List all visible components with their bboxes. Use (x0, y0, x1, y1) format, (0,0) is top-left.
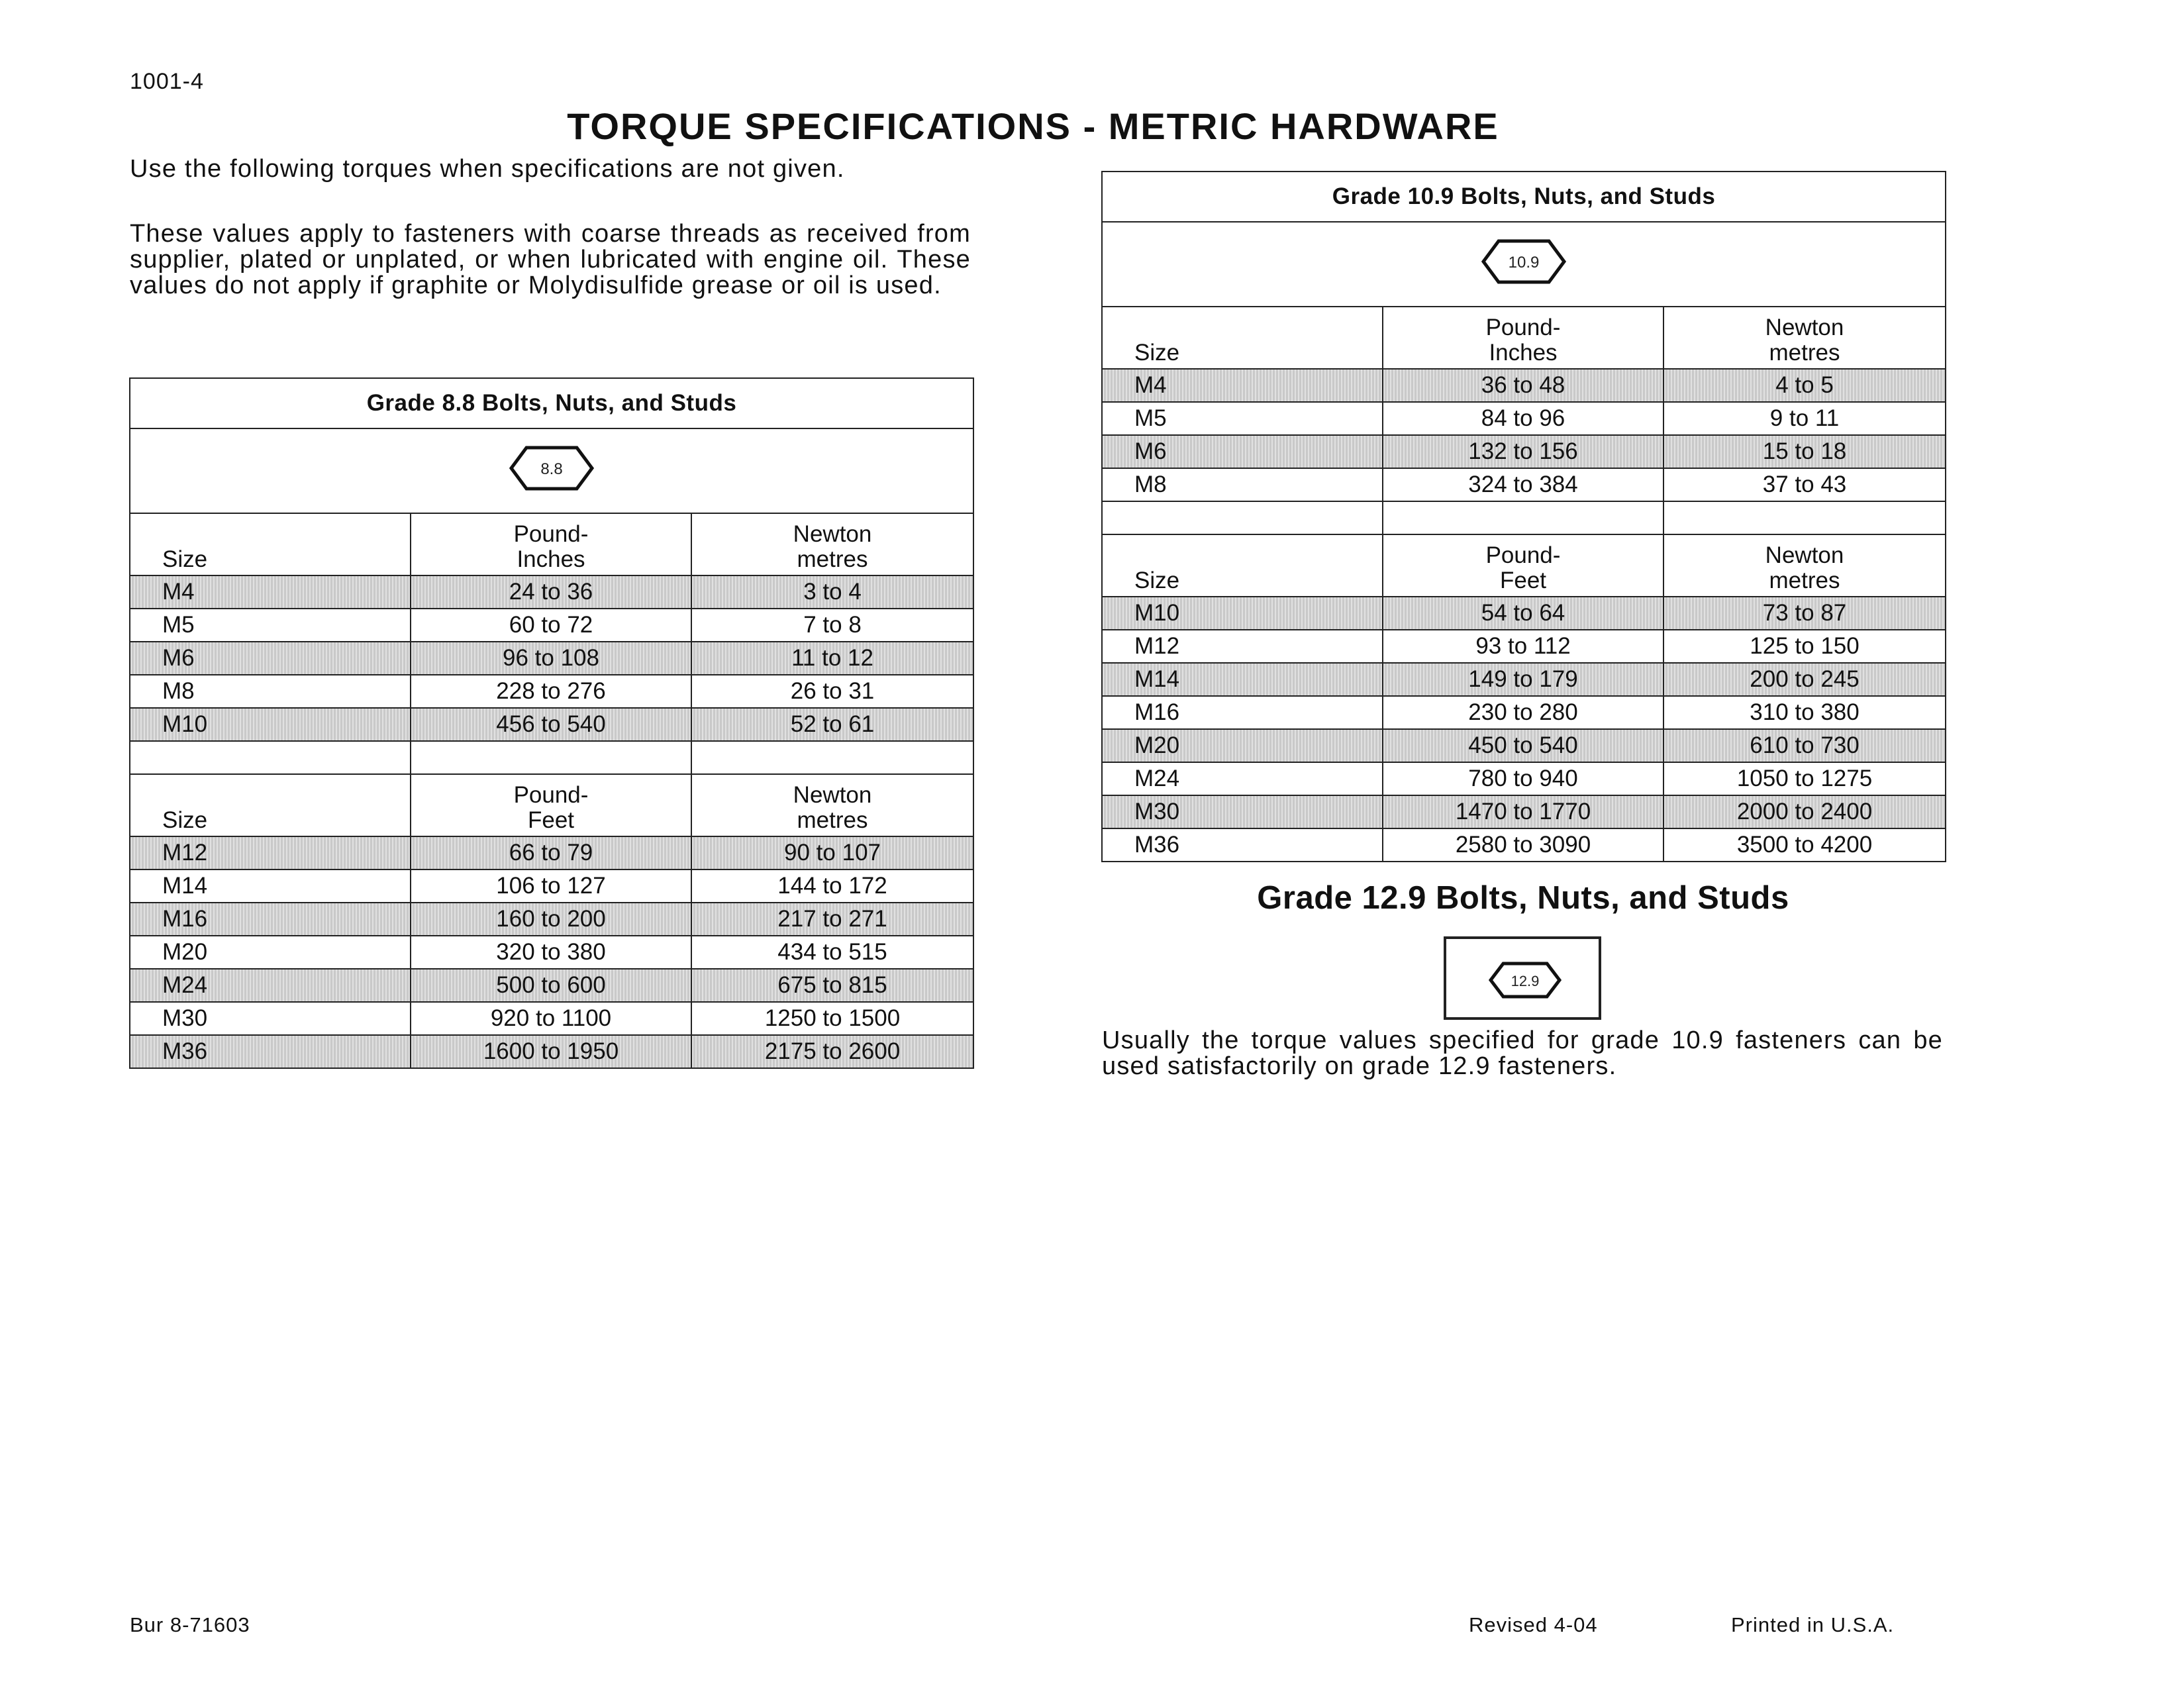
hex-label: 12.9 (1511, 973, 1540, 989)
torque-cell: 2580 to 3090 (1383, 828, 1663, 862)
newton-metres-cell: 4 to 5 (1663, 369, 1946, 402)
table-row (1102, 795, 1946, 828)
torque-cell: 1600 to 1950 (411, 1035, 691, 1068)
header-size: Size (130, 513, 411, 575)
grade-12-9-marking (1444, 936, 1601, 1020)
grade-10-9-title: Grade 10.9 Bolts, Nuts, and Studs (1102, 172, 1946, 222)
header-newton-metres: Newton metres (691, 513, 973, 575)
table-row (1102, 402, 1946, 435)
torque-cell: 149 to 179 (1383, 663, 1663, 696)
table-row (130, 870, 973, 903)
header-size: Size (130, 774, 411, 836)
table-row (1102, 729, 1946, 762)
size-cell: M36 (130, 1035, 411, 1068)
size-cell: M4 (1102, 369, 1383, 402)
header-pound-inches: Pound- Inches (1383, 307, 1663, 369)
header-size: Size (1102, 534, 1383, 597)
size-cell: M36 (1102, 828, 1383, 862)
hex-label: 8.8 (540, 460, 563, 478)
table-header-row (1102, 307, 1946, 369)
table-row (130, 675, 973, 708)
size-cell: M14 (130, 870, 411, 903)
newton-metres-cell: 610 to 730 (1663, 729, 1946, 762)
torque-cell: 456 to 540 (411, 708, 691, 741)
size-cell: M24 (130, 969, 411, 1002)
size-cell: M5 (130, 609, 411, 642)
header-newton-metres: Newton metres (691, 774, 973, 836)
hex-head-12-9-icon (1489, 962, 1562, 999)
size-cell: M4 (130, 575, 411, 609)
newton-metres-cell: 11 to 12 (691, 642, 973, 675)
torque-cell: 84 to 96 (1383, 402, 1663, 435)
newton-metres-cell: 2000 to 2400 (1663, 795, 1946, 828)
size-cell: M14 (1102, 663, 1383, 696)
grade-12-9-note: Usually the torque values specified for grade 10.9 fasteners can be used satisfactorily on grade 12.9 fasteners. (1102, 1026, 1943, 1080)
newton-metres-cell: 3 to 4 (691, 575, 973, 609)
header-newton-metres: Newton metres (1663, 534, 1946, 597)
hex-head-8-8-icon (509, 445, 594, 491)
grade-8-8-title: Grade 8.8 Bolts, Nuts, and Studs (130, 378, 973, 428)
torque-cell: 228 to 276 (411, 675, 691, 708)
newton-metres-cell: 1050 to 1275 (1663, 762, 1946, 795)
newton-metres-cell: 1250 to 1500 (691, 1002, 973, 1035)
newton-metres-cell: 217 to 271 (691, 903, 973, 936)
header-newton-metres: Newton metres (1663, 307, 1946, 369)
size-cell: M10 (1102, 597, 1383, 630)
table-row (1102, 630, 1946, 663)
newton-metres-cell: 2175 to 2600 (691, 1035, 973, 1068)
grade-8-8-marking (130, 428, 973, 513)
newton-metres-cell: 310 to 380 (1663, 696, 1946, 729)
torque-cell: 66 to 79 (411, 836, 691, 870)
torque-cell: 230 to 280 (1383, 696, 1663, 729)
torque-cell: 324 to 384 (1383, 468, 1663, 501)
size-cell: M24 (1102, 762, 1383, 795)
table-row (130, 642, 973, 675)
newton-metres-cell: 200 to 245 (1663, 663, 1946, 696)
table-row (1102, 369, 1946, 402)
table-row (1102, 468, 1946, 501)
header-pound-feet: Pound- Feet (1383, 534, 1663, 597)
torque-cell: 24 to 36 (411, 575, 691, 609)
spacer-row (130, 741, 973, 774)
table-row (130, 836, 973, 870)
grade-8-8-table (129, 377, 974, 1069)
table-row (130, 936, 973, 969)
torque-cell: 54 to 64 (1383, 597, 1663, 630)
table-row (130, 1002, 973, 1035)
table-row (1102, 435, 1946, 468)
revision-date: Revised 4-04 (1469, 1613, 1598, 1636)
torque-cell: 96 to 108 (411, 642, 691, 675)
table-row (130, 1035, 973, 1068)
page-number: 1001-4 (130, 69, 204, 94)
table-row (1102, 696, 1946, 729)
newton-metres-cell: 3500 to 4200 (1663, 828, 1946, 862)
size-cell: M12 (130, 836, 411, 870)
size-cell: M20 (130, 936, 411, 969)
hex-label: 10.9 (1508, 254, 1540, 272)
torque-cell: 500 to 600 (411, 969, 691, 1002)
header-size: Size (1102, 307, 1383, 369)
table-header-row (130, 513, 973, 575)
torque-cell: 920 to 1100 (411, 1002, 691, 1035)
spacer-row (1102, 501, 1946, 534)
hex-head-10-9-icon (1481, 238, 1566, 285)
newton-metres-cell: 7 to 8 (691, 609, 973, 642)
newton-metres-cell: 144 to 172 (691, 870, 973, 903)
grade-10-9-table (1101, 171, 1946, 862)
table-row (1102, 828, 1946, 862)
newton-metres-cell: 52 to 61 (691, 708, 973, 741)
table-row (130, 609, 973, 642)
torque-cell: 1470 to 1770 (1383, 795, 1663, 828)
table-row (130, 903, 973, 936)
size-cell: M8 (130, 675, 411, 708)
size-cell: M30 (130, 1002, 411, 1035)
grade-12-9-title: Grade 12.9 Bolts, Nuts, and Studs (1257, 880, 1789, 916)
newton-metres-cell: 125 to 150 (1663, 630, 1946, 663)
torque-cell: 132 to 156 (1383, 435, 1663, 468)
torque-cell: 450 to 540 (1383, 729, 1663, 762)
newton-metres-cell: 675 to 815 (691, 969, 973, 1002)
newton-metres-cell: 15 to 18 (1663, 435, 1946, 468)
page-title: TORQUE SPECIFICATIONS - METRIC HARDWARE (567, 105, 1499, 147)
table-row (130, 969, 973, 1002)
torque-cell: 780 to 940 (1383, 762, 1663, 795)
newton-metres-cell: 26 to 31 (691, 675, 973, 708)
torque-cell: 106 to 127 (411, 870, 691, 903)
newton-metres-cell: 9 to 11 (1663, 402, 1946, 435)
torque-cell: 36 to 48 (1383, 369, 1663, 402)
table-header-row (1102, 534, 1946, 597)
document-number: Bur 8-71603 (130, 1613, 250, 1636)
header-pound-inches: Pound- Inches (411, 513, 691, 575)
intro-paragraph-1: Use the following torques when specifications are not given. (130, 155, 845, 183)
table-header-row (130, 774, 973, 836)
size-cell: M8 (1102, 468, 1383, 501)
size-cell: M10 (130, 708, 411, 741)
torque-cell: 93 to 112 (1383, 630, 1663, 663)
size-cell: M6 (1102, 435, 1383, 468)
table-row (130, 708, 973, 741)
intro-paragraph-2: These values apply to fasteners with coarse threads as received from supplier, plated or unplated, or when lubricated with engine oil. These values do not apply if graphite or Molydisulfide grease or oil is used. (130, 220, 971, 299)
size-cell: M16 (1102, 696, 1383, 729)
size-cell: M16 (130, 903, 411, 936)
table-row (1102, 597, 1946, 630)
printed-in: Printed in U.S.A. (1731, 1613, 1895, 1636)
torque-cell: 60 to 72 (411, 609, 691, 642)
size-cell: M20 (1102, 729, 1383, 762)
torque-cell: 320 to 380 (411, 936, 691, 969)
size-cell: M12 (1102, 630, 1383, 663)
newton-metres-cell: 90 to 107 (691, 836, 973, 870)
newton-metres-cell: 73 to 87 (1663, 597, 1946, 630)
size-cell: M5 (1102, 402, 1383, 435)
grade-10-9-marking (1102, 222, 1946, 307)
torque-cell: 160 to 200 (411, 903, 691, 936)
size-cell: M30 (1102, 795, 1383, 828)
table-row (130, 575, 973, 609)
newton-metres-cell: 37 to 43 (1663, 468, 1946, 501)
header-pound-feet: Pound- Feet (411, 774, 691, 836)
newton-metres-cell: 434 to 515 (691, 936, 973, 969)
table-row (1102, 762, 1946, 795)
table-row (1102, 663, 1946, 696)
size-cell: M6 (130, 642, 411, 675)
